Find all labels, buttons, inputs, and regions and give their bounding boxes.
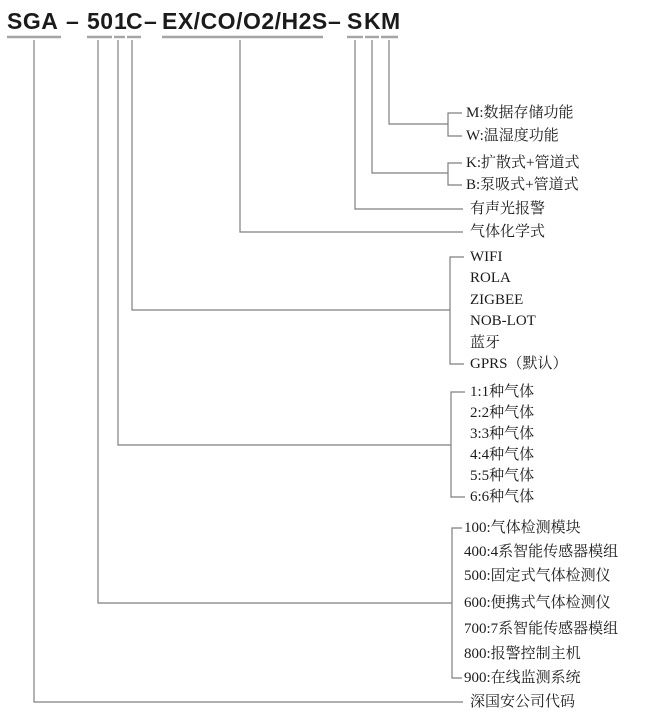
line-storage xyxy=(389,40,448,124)
legend-series-option-700: 700:7系智能传感器模组 xyxy=(464,621,619,637)
model-separator-1: – xyxy=(66,8,80,34)
legend-gas-count-option-3: 3:3种气体 xyxy=(470,426,535,442)
legend-storage-option-m: M:数据存储功能 xyxy=(466,105,574,121)
legend-sampling-option-b: B:泵吸式+管道式 xyxy=(466,177,579,193)
line-gas-count xyxy=(118,40,451,445)
legend-company-label: 深国安公司代码 xyxy=(470,694,576,710)
group-brackets xyxy=(448,113,465,678)
legend-series-option-600: 600:便携式气体检测仪 xyxy=(464,595,611,611)
legend-sampling-option-k: K:扩散式+管道式 xyxy=(466,155,580,171)
legend-gas-count-option-5: 5:5种气体 xyxy=(470,468,535,484)
bracket-sampling xyxy=(448,163,462,185)
bracket-storage xyxy=(448,113,462,136)
legend-comm-option-wifi: WIFI xyxy=(470,249,503,265)
model-segment-gas-formula: EX/CO/O2/H2S xyxy=(162,8,328,34)
model-segment-series: 50 xyxy=(87,8,114,34)
legend-series-option-800: 800:报警控制主机 xyxy=(464,646,581,662)
legend-series-option-400: 400:4系智能传感器模组 xyxy=(464,544,619,560)
legend-storage-option-w: W:温湿度功能 xyxy=(466,128,559,144)
model-separator-3: – xyxy=(328,8,342,34)
model-segment-alarm: S xyxy=(347,8,363,34)
legend-series-option-500: 500:固定式气体检测仪 xyxy=(464,568,611,584)
drop-lines xyxy=(34,40,463,702)
legend-comm-option-gprs: GPRS（默认） xyxy=(470,356,568,372)
model-segment-gas-count: 1 xyxy=(114,8,128,34)
bracket-gas-count xyxy=(451,392,465,497)
model-segment-storage: M xyxy=(381,8,401,34)
legend-gas-count-option-1: 1:1种气体 xyxy=(470,384,535,400)
legend-series-option-900: 900:在线监测系统 xyxy=(464,670,581,686)
legend-comm-option-rola: ROLA xyxy=(470,270,511,286)
legend-comm-option-bluetooth: 蓝牙 xyxy=(470,335,501,351)
line-gas-formula xyxy=(240,40,463,232)
legend-gas-count-option-4: 4:4种气体 xyxy=(470,447,535,463)
legend-comm-option-noblot: NOB-LOT xyxy=(470,313,536,329)
bracket-series xyxy=(452,528,462,678)
legend-gas-count-option-2: 2:2种气体 xyxy=(470,405,535,421)
legend-gas-count-option-6: 6:6种气体 xyxy=(470,489,535,505)
legend-series-option-100: 100:气体检测模块 xyxy=(464,520,581,536)
line-comm xyxy=(132,40,450,310)
model-separator-2: – xyxy=(144,8,158,34)
legend-gas-formula-label: 气体化学式 xyxy=(470,224,546,240)
bracket-comm xyxy=(450,257,464,364)
model-segment-company-code: SGA xyxy=(7,8,59,34)
model-segment-sampling: K xyxy=(364,8,382,34)
legend-comm-option-zigbee: ZIGBEE xyxy=(470,292,524,308)
line-sampling xyxy=(372,40,448,173)
model-segment-comm: C xyxy=(126,8,144,34)
legend-alarm-label: 有声光报警 xyxy=(470,201,546,217)
